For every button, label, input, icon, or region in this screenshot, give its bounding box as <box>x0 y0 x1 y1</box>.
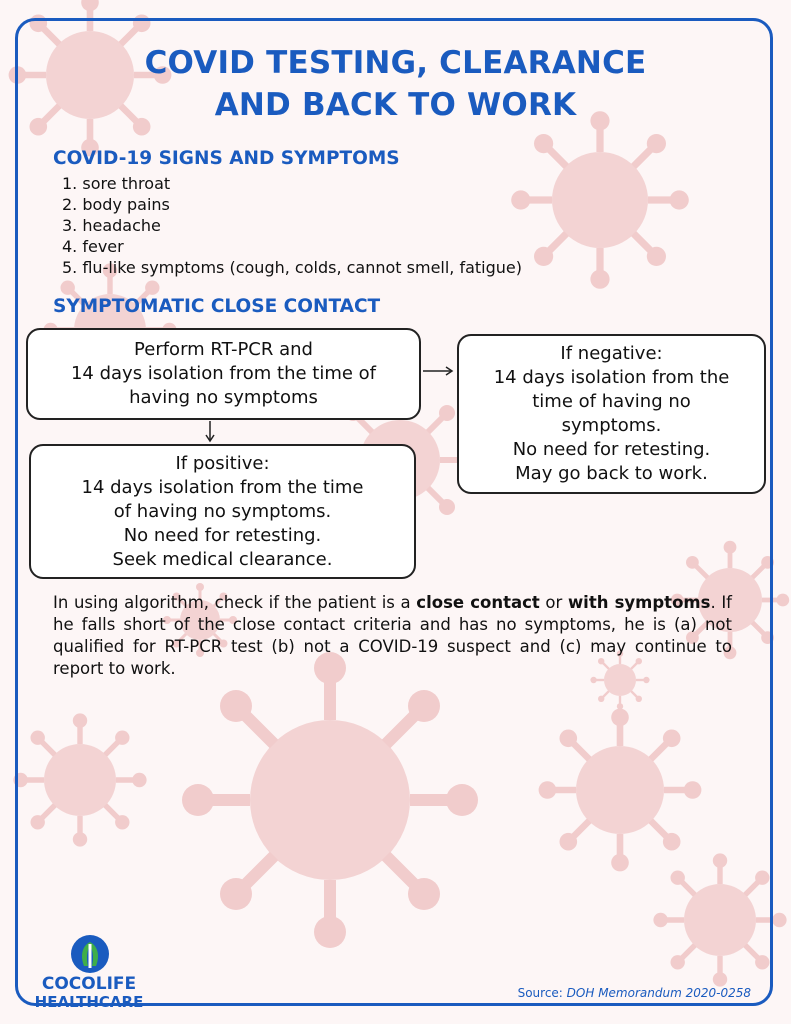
list-item: 1. sore throat <box>62 174 171 193</box>
box-line: of having no symptoms. <box>113 500 332 522</box>
box-line: 14 days isolation from the <box>493 367 730 388</box>
symptoms-list <box>62 173 522 278</box>
source-reference: DOH Memorandum 2020-0258 <box>566 986 751 1000</box>
box-line: If negative: <box>560 343 663 364</box>
note-text: In using algorithm, check if the patient is a <box>53 593 417 612</box>
note-emphasis: close contact <box>416 593 540 612</box>
signs-heading: COVID-19 SIGNS AND SYMPTOMS <box>53 148 400 169</box>
positive-result-box <box>29 444 416 579</box>
list-item: 3. headache <box>62 216 161 235</box>
source-label: Source: <box>517 986 567 1000</box>
box-line: Seek medical clearance. <box>112 548 333 570</box>
cocolife-leaf-icon <box>68 934 112 974</box>
box-line: having no symptoms <box>129 387 318 408</box>
close-contact-heading: SYMPTOMATIC CLOSE CONTACT <box>53 296 381 317</box>
rt-pcr-box <box>26 328 421 420</box>
page-title-line1: COVID TESTING, CLEARANCE <box>144 45 647 81</box>
box-line: 14 days isolation from the time <box>81 476 364 498</box>
box-line: No need for retesting. <box>123 524 322 546</box>
note-text: . If he falls short of the close contact criteria and has no symptoms, he is (a) not qualified for RT-PCR test (b) not a COVID-19 suspect and (c) may continue to report to work. <box>53 593 732 678</box>
list-item: 5. flu-like symptoms (cough, colds, cannot smell, fatigue) <box>62 258 523 277</box>
page-title-line2: AND BACK TO WORK <box>214 87 577 123</box>
box-line: time of having no <box>532 391 691 412</box>
brand-name: COCOLIFE <box>41 974 137 994</box>
box-line: symptoms. <box>561 415 662 436</box>
list-item: 2. body pains <box>62 195 170 214</box>
box-line: If positive: <box>175 452 270 474</box>
box-line: No need for retesting. <box>512 439 711 460</box>
source-citation <box>518 986 751 1000</box>
note-emphasis: with symptoms <box>567 593 711 612</box>
note-text: or <box>539 593 568 612</box>
algorithm-note <box>53 592 732 680</box>
brand-subname: HEALTHCARE <box>34 993 144 1011</box>
list-item: 4. fever <box>62 237 124 256</box>
box-line: 14 days isolation from the time of <box>70 363 377 384</box>
negative-result-box <box>457 334 766 494</box>
arrow-right-icon <box>421 364 457 378</box>
arrow-down-icon <box>203 420 217 444</box>
box-line: Perform RT-PCR and <box>134 339 313 360</box>
box-line: May go back to work. <box>515 463 708 484</box>
